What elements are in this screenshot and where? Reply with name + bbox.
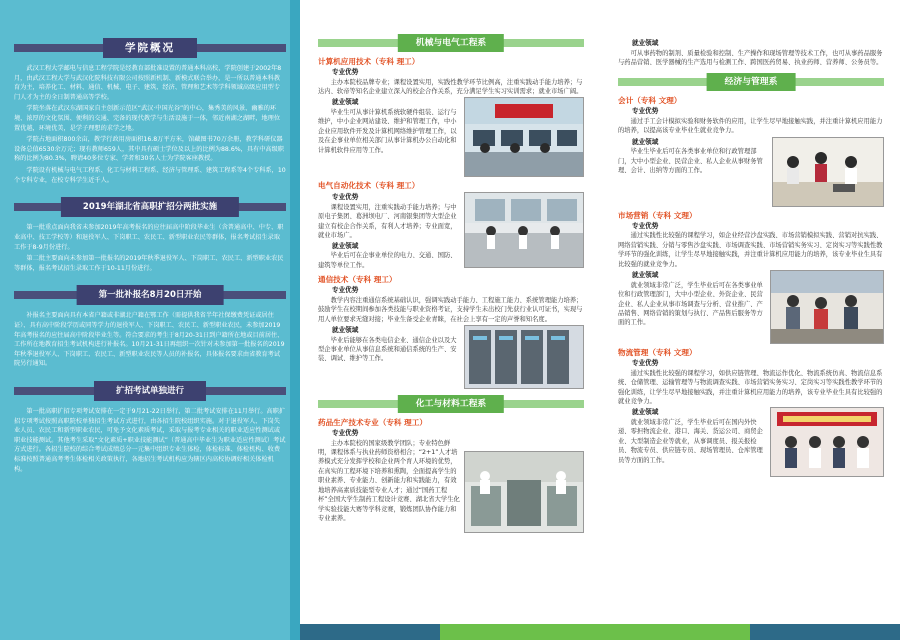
elec-block <box>318 192 584 271</box>
batch-paragraph: 补报名主要面向具有本省户籍或非湖北户籍在鄂工作（需提供我省半年社保缴费凭证或居住证）、具有高中阶段学历或同等学力的退役军人、下岗职工、农民工、新型职业农民，未参加2019年高考报名的应往届高中阶段毕业生等。符合要求的考生于8月20-31日到户籍所在地或目前居住、工作所在地教育招生考试机构进行补报名。10月21-31日再组织一次针对未参加第一批报名的2019年秋季退役军人、下岗职工、农民工、新型职业农民等人员的补报名，具体报名要求由省教育考试院另行通知。 <box>14 312 285 368</box>
comm-job: 毕业后能够在各类电信企业、通信企业以及大型企事业单位从事信息系统和通信系统的生产、安装、调试、维护等工作。 <box>318 336 457 363</box>
enroll-paragraph-1: 第一批重点面向我省未参加2019年高考报名的应往届高中阶段毕业生（含普通高中、中专、职业高中、技工学校等）和退役军人、下岗职工、农民工、新型职业农民等群体，报名考试招生录取工作于8-9月份进行。 <box>14 224 284 251</box>
elec-advantage: 课程设置实用，注重实践动手能力培养；与中原电子集团、葛洲坝电厂、河南银集团等大型企业建立有校企合作关系，有利人才培养；专业面宽，就业市场广。 <box>318 203 457 240</box>
enroll-title: 2019年湖北省高职扩招分两批实施 <box>61 197 239 217</box>
strip-block-green <box>440 624 600 640</box>
logi-advantage-label: 专业优势 <box>632 359 659 368</box>
chem-section-header <box>318 395 584 413</box>
exam-paragraph: 第一批高职扩招专项考试安排在一定于9月21-22日举行，第二批考试安排在11月举行。高职扩招专项考试按照高职院校单独招生考试方式进行，由各招生院校组织实施。对于退役军人、下岗失业人员、农民工和新型职业农民，可免予文化素质考试，采取与报考专业相关的职业适应性测试或职业技能测试。其他考生采取“文化素质+职业技能测试”（普通高中毕业生为职业适应性测试）考试方式进行。各招生院校的综合考试成绩总分一元集中组织专业生体检，体检标准、体检机构、收费标准按照普通高考考生体检相关政策执行，各地招生考试机构应为辖区内高校协调好相关体检机构。 <box>14 408 286 473</box>
acct-job-label: 就业领域 <box>632 137 659 146</box>
mech-content <box>318 34 584 533</box>
acct-advantage: 通过手工会计模拟实验和财务软件的应用，让学生尽早地接触实践，并注重计算机应用能力的培养，以提高该专业毕业生就业竞争力。 <box>618 117 883 135</box>
drug-advantage-block <box>318 439 584 533</box>
enroll-paragraph-2: 第二批主要面向未参加第一批报名的2019年秋季退役军人、下岗职工、农民工、新型职业农民等群体，报名考试招生录取工作于10-11月份进行。 <box>14 255 284 272</box>
drug-major-title: 药品生产技术专业（专科 理工） <box>318 418 427 427</box>
cs-job-label: 就业领域 <box>332 98 359 107</box>
batch-banner <box>14 285 286 305</box>
acct-class-photo <box>772 137 884 207</box>
logi-job: 就业领域非常广泛，学生毕业后可在国内外快递、零担物流企业、港口、海关、货运公司、商贸企业、大型制造企业等就业，从事调度员、报关报检员、物流专员、供应链专员、现场管理员、仓库管理员等方面的工作。 <box>618 418 763 464</box>
mkt-job-block <box>618 270 884 344</box>
bottom-strip <box>300 624 600 640</box>
mkt-advantage: 通过实践性比较强的课程学习，如企业经营沙盘实践、市场营销模拟实践、营销对抗实践、网络营销实践、分销与零售沙盘实践、市场调查实践、市场营销实务实习、定岗实习等实践性教学环节的强化训练，让学生尽早地接触实践，并注重计算机应用能力的培养，该专业毕业生具有比较强的就业竞争力。 <box>618 232 883 268</box>
mech-title: 机械与电气工程系 <box>398 34 504 52</box>
logi-advantage: 通过实践性比较强的课程学习，如供应链管理、物流运作优化、物流系统仿真、物流信息系统、仓储管理、运输管理等与物流调查实践、市场营销实务实习、定岗实习等实践性教学环节的强化训练，让学生尽早地接触实践，并注重计算机应用能力的培养，该专业毕业生具有比较强的就业竞争力。 <box>618 369 883 405</box>
economics-panel <box>600 0 900 640</box>
college-banner <box>14 38 286 58</box>
exam-title: 扩招考试单独进行 <box>94 381 206 401</box>
cs-lab-photo <box>464 97 584 177</box>
college-paragraph-1: 武汉工程大学邮电与信息工程学院是经教育部批准设置的普通本科高校，学院创建于2002年8月，由武汉工程大学与武汉化院科技有限公司按照新机制、新模式联合举办，是一所以普通本科教育为主，培养化工、材料、通信、机械、电子、建筑、经济、管理和艺术等学科领域高级应用型专门人才为主的全日制普通高等学校。 <box>14 65 282 101</box>
comm-job-block <box>318 325 584 389</box>
comm-job-label: 就业领域 <box>332 326 359 334</box>
drug-lab-photo <box>464 451 584 533</box>
bottom-strip <box>600 624 900 640</box>
logi-contest-photo <box>770 407 884 477</box>
mkt-job: 就业领域非常广泛，学生毕业后可在各类事业单位和行政管理部门，大中小型企业、外资企业、民营企业、私人企业从事市场调查与分析、营业推广、产品销售、网络营销的策划与执行、产品售后服务等方面的工作。 <box>618 281 763 327</box>
college-overview-panel <box>0 0 300 640</box>
chem-title: 化工与材料工程系 <box>398 395 504 413</box>
cs-major-title: 计算机应用技术（专科 理工） <box>318 57 420 66</box>
mechanical-chemical-panel <box>300 0 600 640</box>
cs-advantage: 主办本院校品牌专业；课程设置实用，实践性教学环节比例高，注重实践动手能力培养；与达内、软帝等知名企业建立深入的校企合作关系，充分满足学生实习实训需求；就业市场广阔。 <box>318 78 583 95</box>
drug-job: 可从事药物的制剂、质量检验和控制、生产操作和现场管理等技术工作，也可从事药品服务与药品营销、医学器械的生产选用与检测工作、跨国医药贸易、执业药师、营养师、公务员等。 <box>618 49 883 66</box>
comm-major-title: 通信技术（专科 理工） <box>318 275 397 285</box>
acct-major-title: 会计（专科 文理） <box>618 96 682 106</box>
strip-block-navy <box>750 624 900 640</box>
elec-job-label: 就业领域 <box>332 241 359 250</box>
elec-lab-photo <box>464 192 584 268</box>
elec-major-title: 电气自动化技术（专科 理工） <box>318 181 420 191</box>
acct-job: 毕业生毕业后可在各类事业单位和行政管理部门，大中小型企业、民营企业、私人企业从事财务管理、会计、出纳等方面的工作。 <box>618 148 763 175</box>
comm-advantage: 教学内容注重通信系统基础认识，强调实践动手能力、工程施工能力、系统管理能力培养；鼓励学生在校期间参加各类技能与职业资格考证，支持学生未出校门先获行业认可证书，实现与用人单位要求无缝对接；毕业生备受企业青睐，在社会上享有一定的声誉和知名度。 <box>318 296 583 323</box>
comm-lab-photo <box>464 325 584 389</box>
enroll-banner <box>14 197 286 217</box>
elec-advantage-label: 专业优势 <box>332 193 359 202</box>
cs-job-block <box>318 97 584 177</box>
drug-advantage: 主办本院校的国家级教学团队；专业特色鲜明，课程体系与执业药师资格相合；“2+1”人才培养模式充分发挥学校和企业两个育人环境的优势，在真实的工程环境下培养和熏陶，全面提高学生的职业素养、专业能力、创新能力和实践能力，有效地培养高素质技能型专业人才；通过“国药工程杯”全国大学生制药工程设计竞赛、湖北省大学生化学实验技能大赛等学科竞赛，锻炼团队协作能力和专业素养。 <box>318 439 460 523</box>
logi-major-title: 物流管理（专科 文理） <box>618 348 697 358</box>
college-paragraph-4: 学院设有机械与电气工程系、化工与材料工程系、经济与管理系、建筑工程系等4个专科系，10个专科专业，在校专科学生近千人。 <box>14 167 286 184</box>
cs-job: 毕业生可从事计算机系统软硬件组装、运行与维护，中小企业网站建设、维护和管理工作，中小企业应用软件开发及计算机网络维护管理工作，以及在企事业单位相关部门从事计算机办公自动化和计算机软件应用等工作。 <box>318 108 457 154</box>
exam-banner <box>14 381 286 401</box>
comm-advantage-label: 专业优势 <box>332 286 359 295</box>
mkt-major-title: 市场营销（专科 文理） <box>618 210 697 220</box>
econ-title: 经济与管理系 <box>707 73 796 91</box>
logi-job-label: 就业领域 <box>632 408 659 417</box>
elec-job: 毕业后可在企事业单位的电力、交通、国防、建筑等单位工作。 <box>318 252 457 269</box>
cs-advantage-label: 专业优势 <box>332 68 359 76</box>
mkt-advantage-label: 专业优势 <box>632 221 659 230</box>
college-title: 学院概况 <box>103 38 197 58</box>
econ-content <box>618 38 884 477</box>
batch-title: 第一批补报名8月20日开始 <box>77 285 224 305</box>
college-paragraph-2: 学院坐落在武汉东湖国家自主创新示范区“武汉·中国光谷”的中心，集秀美的风景、幽雅的环境、浓厚的文化氛围、便利的交通、完备的现代教学与生活设施于一体，邻近南湖之湖畔，地理位置优越，环境优美，是学子理想的求学之地。 <box>14 105 281 132</box>
mkt-event-photo <box>770 270 884 344</box>
drug-job-label: 就业领域 <box>632 39 659 47</box>
acct-advantage-label: 专业优势 <box>632 107 659 116</box>
panel-edge <box>290 0 300 640</box>
acct-job-block <box>618 137 884 207</box>
strip-block-green <box>600 624 750 640</box>
econ-section-header <box>618 73 884 91</box>
overview-content <box>14 10 286 476</box>
drug-advantage-label: 专业优势 <box>332 429 359 437</box>
mkt-job-label: 就业领域 <box>632 271 659 280</box>
college-paragraph-3: 学院占地面积800余亩，教学行政用房面积16.8万平方米，馆藏图书70万余册，教学科研仪器设备总值6530余万元；现有教师659人，其中具有硕士学位及以上的比例为88.6%，具有中高级职称的比例为80.3%，聘请40多位专家、学者和30名人士为学院客座教授。 <box>14 136 284 163</box>
logi-job-block <box>618 407 884 477</box>
mech-section-header <box>318 34 584 52</box>
strip-block-navy <box>300 624 440 640</box>
